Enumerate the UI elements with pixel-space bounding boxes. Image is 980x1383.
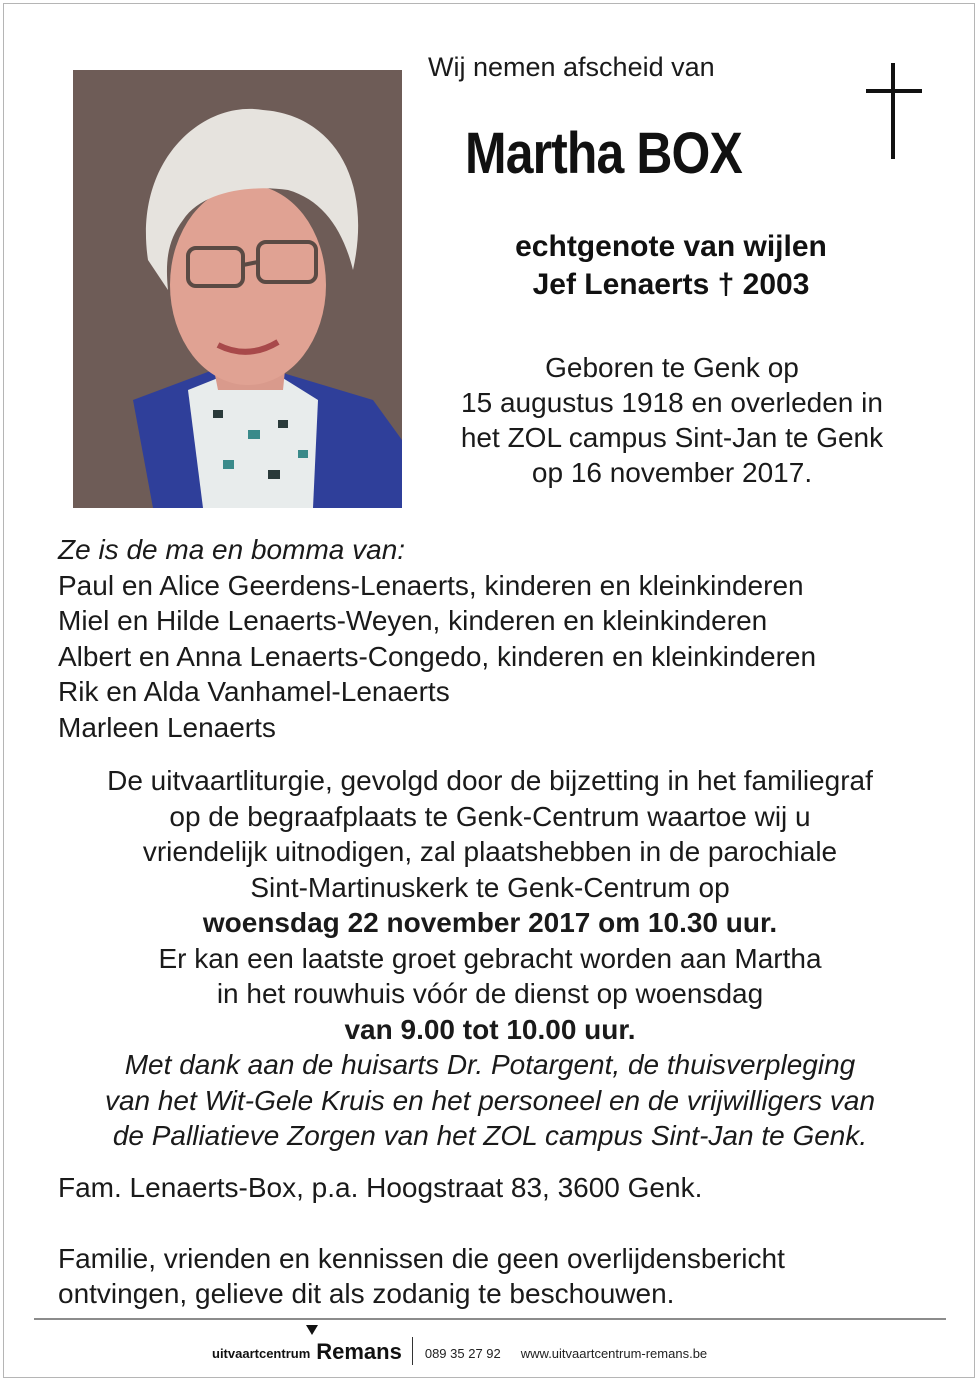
notice-text: [58, 1241, 785, 1311]
family-member: Marleen Lenaerts: [58, 711, 276, 743]
family-address: Fam. Lenaerts-Box, p.a. Hoogstraat 83, 3600 Genk.: [58, 1172, 703, 1203]
deceased-name: Martha BOX: [465, 121, 742, 186]
spouse-info: [440, 228, 902, 304]
birth-line: Geboren te Genk op: [545, 352, 799, 383]
thanks-line: van het Wit-Gele Kruis en het personeel en de vrijwilligers van: [104, 1084, 876, 1116]
funeral-info: [40, 763, 940, 1154]
family-list: [58, 532, 816, 745]
birth-line: 15 augustus 1918 en overleden in: [461, 387, 883, 418]
spouse-line-1: echtgenote van wijlen: [515, 230, 827, 263]
funeral-line: Sint-Martinuskerk te Genk-Centrum op: [250, 871, 730, 903]
footer-separator: [412, 1337, 413, 1365]
funeral-line: Er kan een laatste groet gebracht worden aan Martha: [158, 942, 822, 974]
notice-line: ontvingen, gelieve dit als zodanig te beschouwen.: [58, 1278, 675, 1309]
funeral-line: in het rouwhuis vóór de dienst op woensdag: [216, 978, 764, 1009]
phone-number: 089 35 27 92: [424, 1346, 501, 1361]
funeral-line: op de begraafplaats te Genk-Centrum waartoe wij u: [169, 800, 811, 832]
notice-line: Familie, vrienden en kennissen die geen overlijdensbericht: [58, 1243, 785, 1274]
footer: [212, 1335, 707, 1365]
triangle-marker-icon: [306, 1325, 318, 1335]
family-member: Rik en Alda Vanhamel-Lenaerts: [58, 676, 450, 707]
funeral-line: vriendelijk uitnodigen, zal plaatshebben in de parochiale: [142, 836, 838, 867]
portrait-photo: [73, 70, 402, 508]
thanks-line: Met dank aan de huisarts Dr. Potargent, de thuisverpleging: [124, 1049, 856, 1080]
spouse-line-2: Jef Lenaerts † 2003: [532, 268, 810, 301]
family-member: Albert en Anna Lenaerts-Congedo, kinderen en kleinkinderen: [58, 640, 817, 672]
family-heading: Ze is de ma en bomma van:: [58, 534, 406, 565]
birth-death-info: [418, 350, 926, 490]
visit-time: van 9.00 tot 10.00 uur.: [344, 1013, 636, 1045]
birth-line: op 16 november 2017.: [531, 457, 813, 488]
family-member: Paul en Alice Geerdens-Lenaerts, kinderen en kleinkinderen: [58, 569, 804, 601]
funeral-line: De uitvaartliturgie, gevolgd door de bijzetting in het familiegraf: [107, 765, 873, 796]
footer-divider: [34, 1318, 946, 1320]
funeral-date: woensdag 22 november 2017 om 10.30 uur.: [202, 907, 778, 938]
brand-name: [316, 1339, 402, 1365]
cross-icon: [866, 63, 922, 159]
brand-name-text: Remans: [316, 1339, 402, 1364]
birth-line: het ZOL campus Sint-Jan te Genk: [460, 422, 884, 453]
thanks-line: de Palliatieve Zorgen van het ZOL campus Sint-Jan te Genk.: [112, 1120, 868, 1151]
website-link[interactable]: www.uitvaartcentrum-remans.be: [520, 1346, 708, 1361]
family-member: Miel en Hilde Lenaerts-Weyen, kinderen en kleinkinderen: [58, 605, 768, 636]
brand-small-text: uitvaartcentrum: [212, 1346, 311, 1361]
intro-text: Wij nemen afscheid van: [428, 52, 715, 82]
